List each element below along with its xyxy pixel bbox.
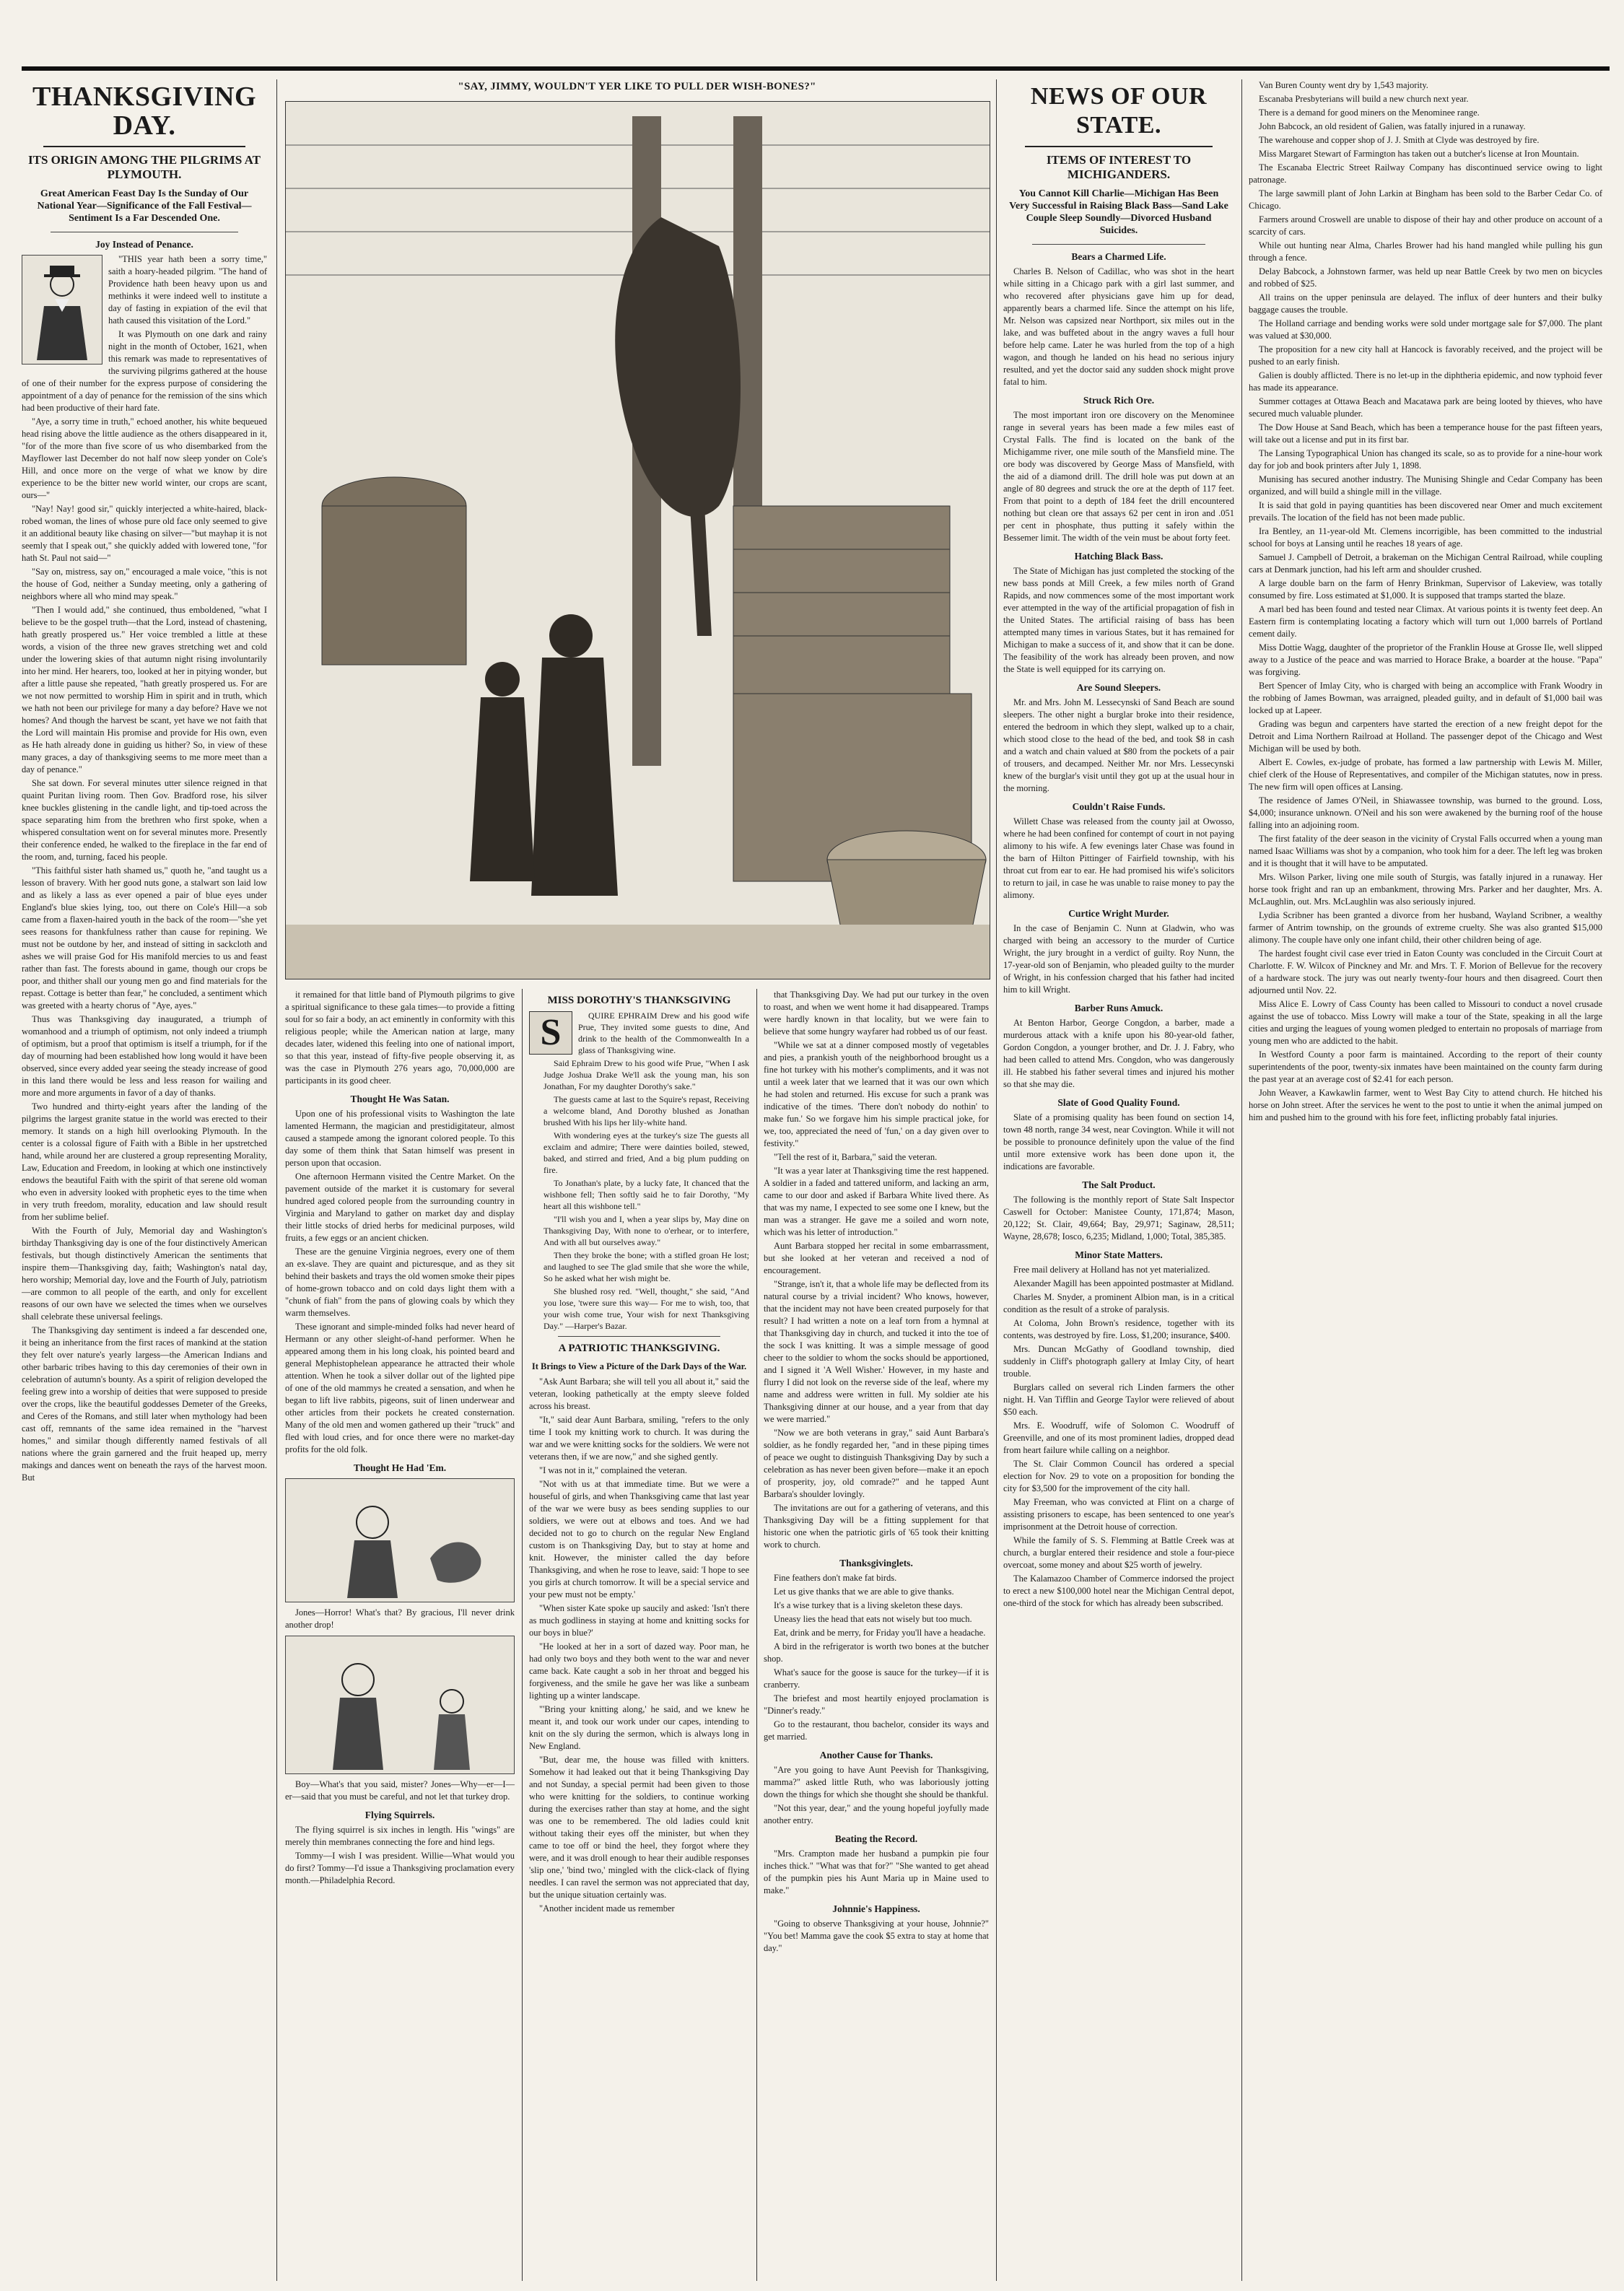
poem-stanza: With wondering eyes at the turkey's size The guests all exclaim and admire; There were dainties boiled, stewed, baked, and stirred and fried, And a big plum pudding on fire. — [543, 1130, 749, 1175]
poem-stanza: Then they broke the bone; with a stifled groan He lost; and laughed to see The glad smile that she wore the while, So he asked what her wish might be. — [543, 1250, 749, 1283]
brief-item: There is a demand for good miners on the Menominee range. — [1259, 108, 1480, 118]
article-paragraph: These ignorant and simple-minded folks had never heard of Hermann or any other sleight-of-hand performer. When he appeared among them in his long cloak, his pointed beard and general Mephistophelean appearance he attracted their whole attention. When he took a silver dollar out of the lighted pipe of one of the old mammys he created a sensation, and when he began to lift live rabbits, pigeons, suit of linen underwear and other articles from their pockets he created consternation. Many of the old men and women gathered up their "truck" and fled with loud cries, and for once there were no market-day profits for the old folk. — [285, 1322, 515, 1454]
article-paragraph: The Thanksgiving day sentiment is indeed a far descended one, it being an inheritance from the first races of mankind at the station they felt over nature's yearly largess—the American Indians and other barbaric tribes having to this day ceremonies of their own in celebration of autumn's bounty. As a spirit of religion developed the feeling grew into a worship of deities that were supposed to preside over the crops, like the beautiful goddesses Demeter of the Greeks, and Ceres of the Romans, and still later when mythology had been cast off, remnants of the same idea remained in the "harvest homes," and similar though differently named festivals of all nations where the grain garnered and the fruit heaped up, merry makings and dances went on beneath the rays of the harvest moon. But — [22, 1325, 267, 1483]
cartoon-caption: Boy—What's that you said, mister? Jones—Why—er—I—er—said that you must be careful, and not let that turkey drop. — [285, 1779, 515, 1802]
article-paragraph: "Aye, a sorry time in truth," echoed another, his white bequeued head rising above the little audience as the others disappeared in it, "for of the more than five score of us who disembarked from the Mayflower last December do not half now sleep yonder on Cole's Hill, and once more on the verge of what we know by dire experience to be the bitter new world winter, our crops are scant, ours—" — [22, 416, 267, 500]
section-heading: Struck Rich Ore. — [1083, 395, 1155, 406]
section-heading: Joy Instead of Penance. — [95, 239, 193, 250]
brief-item: Bert Spencer of Imlay City, who is charged with being an accomplice with Frank Woodry in the robbing of James Bowman, was arraigned, pleaded guilty, and in default of $1,000 bail was locked up at Lapeer. — [1249, 681, 1602, 715]
section-heading: The Salt Product. — [1082, 1179, 1156, 1190]
subheadline: ITEMS OF INTEREST TO MICHIGANDERS. — [1046, 153, 1192, 181]
article-paragraph: "Tell the rest of it, Barbara," said the veteran. — [774, 1152, 938, 1162]
market-scene-drawing — [286, 102, 990, 979]
section-heading: Thought He Had 'Em. — [353, 1462, 447, 1473]
article-paragraph: Upon one of his professional visits to Washington the late lamented Hermann, the magician and prestidigitateur, almost caused a stampede among the ignorant colored people. To this day some of them think that Satan himself was present in person upon that occasion. — [285, 1109, 515, 1168]
brief-item: Mrs. Wilson Parker, living one mile south of Sturgis, was fatally injured in a runaway. Her horse took fright and ran up an embankment, throwing Mrs. Parker and her daughter, Mrs. A. McLaughlin, out. Mrs. McLaughlin was also seriously injured. — [1249, 872, 1602, 907]
article-paragraph: May Freeman, who was convicted at Flint on a charge of assisting prisoners to escape, has been sentenced to one year's imprisonment at the Detroit house of correction. — [1003, 1497, 1234, 1532]
news-of-our-state-column — [1003, 79, 1234, 1611]
article-paragraph: A bird in the refrigerator is worth two bones at the butcher shop. — [764, 1641, 989, 1664]
section-heading: A PATRIOTIC THANKSGIVING. — [558, 1343, 720, 1354]
brief-item: In Westford County a poor farm is maintained. According to the report of their county superintendents of the poor, twenty-six inmates have been maintained on the county farm during the past year at an average cost of $2.41 for each person. — [1249, 1050, 1602, 1084]
brief-item: Escanaba Presbyterians will build a new church next year. — [1259, 94, 1469, 104]
article-paragraph: "While we sat at a dinner composed mostly of vegetables and pies, a prankish youth of the neighborhood brought us a fine hot turkey with his mother's compliments, and it was not until a week later that we learned that it was our own which he had stolen and returned. His excuse for such a prank was indicative of the times. 'There don't nobody do nothin' to make fun.' So we forgave him his simple practical joke, for we, too, appreciated the need of 'fun,' on a day given over to festivity." — [764, 1040, 989, 1148]
article-paragraph: The briefest and most heartily enjoyed proclamation is "Dinner's ready." — [764, 1693, 989, 1716]
article-paragraph: "He looked at her in a sort of dazed way. Poor man, he had only two boys and they both went to the war and never came back. Kate caught a sob in her throat and begged his forgiveness, and the smile he gave her was like a sunbeam lighting up a winter landscape. — [529, 1641, 749, 1701]
brief-item: The proposition for a new city hall at Hancock is favorably received, and the project will be pushed to an early finish. — [1249, 344, 1602, 367]
article-paragraph: "Not this year, dear," and the young hopeful joyfully made another entry. — [764, 1803, 989, 1825]
brief-item: Albert E. Cowles, ex-judge of probate, has formed a law partnership with Lewis M. Miller, chief clerk of the House of Representatives, and compiler of the Michigan statutes, now in press. The new firm will open offices at Lansing. — [1249, 757, 1602, 792]
pilgrim-illustration — [22, 255, 102, 365]
miss-dorothys-thanksgiving-column — [529, 989, 749, 1916]
article-paragraph: Free mail delivery at Holland has not yet materialized. — [1013, 1265, 1210, 1275]
deck: You Cannot Kill Charlie—Michigan Has Been Very Successful in Raising Black Bass—Sand Lake Couple Sleep Soundly—Divorced Husband Suicides. — [1009, 188, 1228, 236]
article-paragraph: What's sauce for the goose is sauce for the turkey—if it is cranberry. — [764, 1667, 989, 1690]
article-paragraph: The State of Michigan has just completed the stocking of the new bass ponds at Mill Creek, a few miles north of Grand Rapids, and now commences some of the most important work ever attempted in the way of the artificial propagation of fish in the United States. The artificial raising of bass has been attempted many times in various States, but it has remained for Michigan to make a success of it, and show that it can be done. The feasibility of the work has already been proven, and now the State is well equipped for its carrying on. — [1003, 566, 1234, 674]
brief-item: Miss Alice E. Lowry of Cass County has been called to Missouri to conduct a novel crusade against the use of tobacco. Miss Lowry will make a tour of the State, speaking in all the large cities and urging the leagues of young women pledged to entertain no proposals of marriage from young men who are addicted to the habit. — [1249, 999, 1602, 1046]
article-paragraph: "This faithful sister hath shamed us," quoth he, "and taught us a lesson of bravery. With her good nuts gone, a stalwart son laid low and as likely a lass as ever opened a pair of blue eyes under England's blue skies lying, too, out there on Cole's Hill—a sob came from a flaxen-haired youth in the back of the room—"she yet sees reasons for thankfulness rather than cause for repining. We must not be outdone by her, and instead of sitting in sackcloth and ashes we will praise God for His manifold mercies to us and feast rather than fast. The forests abound in game, though our crops be poor, and thither shall our young men go and find materials for the repast. Cottage is better than fear," he concluded, a sentiment which was greeted with a hearty chorus of "Aye, ayes." — [22, 865, 267, 1011]
brief-item: The Holland carriage and bending works were sold under mortgage sale for $7,000. The plant was valued at $30,000. — [1249, 318, 1602, 341]
article-paragraph: While the family of S. S. Flemming at Battle Creek was at church, a burglar entered their residence and stole a four-piece overcoat, some money and about $25 worth of jewelry. — [1003, 1535, 1234, 1570]
thanksgiving-day-column — [22, 79, 267, 1485]
brief-item: A marl bed has been found and tested near Climax. At various points it is twenty feet deep. An Eastern firm is contemplating locating a factory which will turn out 1,000 barrels of Portland cement daily. — [1249, 604, 1602, 639]
article-paragraph: With the Fourth of July, Memorial day and Washington's birthday Thanksgiving day is one of the four distinctively American festivals, but though distinctively American the sentiments that inspire them—Thanksgiving day, faith; Washington's natal day, hero worship; Memorial day, love and the Fourth of July, patriotism—are common to all people of the earth, and only for excellent reasons of our own have we selected the times when we ourselves shall celebrate these universal feelings. — [22, 1226, 267, 1322]
deck: It Brings to View a Picture of the Dark Days of the War. — [531, 1361, 747, 1371]
article-paragraph: The St. Clair Common Council has ordered a special election for Nov. 29 to vote on a proposition for bonding the city for $3,500 for the improvement of the city hall. — [1003, 1459, 1234, 1493]
article-paragraph: Thus was Thanksgiving day inaugurated, a triumph of womanhood and a triumph of optimism, not only indeed a triumph of optimism, but a proof that optimism is itself a triumph, for if the day of mourning had been established how long would it have been observed, since every added year seeing the steady increase of good in this land there would be less and less reason for wailing and more and more arguments in favor of a day of thanks. — [22, 1014, 267, 1098]
article-paragraph: Let us give thanks that we are able to give thanks. — [774, 1587, 954, 1597]
brief-item: Van Buren County went dry by 1,543 majority. — [1259, 80, 1428, 90]
column-rule — [1241, 79, 1242, 2281]
article-paragraph: "Ask Aunt Barbara; she will tell you all about it," said the veteran, looking pathetically at the empty sleeve folded across his breast. — [529, 1376, 749, 1411]
brief-item: It is said that gold in paying quantities has been discovered near Omer and much excitement prevails. The location of the field has not been made public. — [1249, 500, 1602, 523]
cartoon-caption: Jones—Horror! What's that? By gracious, I'll never drink another drop! — [285, 1607, 515, 1630]
article-paragraph: "Then I would add," she continued, thus emboldened, "what I believe to be the gospel truth—that the Lord, instead of chastening, hath greatly prospered us." Her voice trembled a little at these words, a vision of the three new graves stretching wet and cold under the lowering skies of that autumn night rising involuntarily into her mind. Her hearers, too, looked at her in pitying wonder, but after a little pause she repeated, "hath greatly prospered us. For are we not now permitted to worship Him in spirit and in truth, which we hath not been our privilege for many a day before? Have we not homes? And though the harvest be scant, yet have we not faith that the Lord will maintain His promise and provide for His own, even as He hath already done in guiding us hither? So, in view of these many graces, a day of thanksgiving seems to me more meet than a day of penance." — [22, 605, 267, 774]
brief-item: John Babcock, an old resident of Galien, was fatally injured in a runaway. — [1259, 121, 1526, 131]
headline: THANKSGIVING DAY. — [32, 82, 257, 141]
article-paragraph: "Going to observe Thanksgiving at your house, Johnnie?" "You bet! Mamma gave the cook $5 extra to stay at home that day." — [764, 1919, 989, 1953]
brief-item: Summer cottages at Ottawa Beach and Macatawa park are being looted by thieves, who have secured much valuable plunder. — [1249, 396, 1602, 419]
article-paragraph: Tommy—I wish I was president. Willie—What would you do first? Tommy—I'd issue a Thanksgiving proclamation every month.—Philadelphia Record. — [285, 1851, 515, 1885]
cartoon-panel-1 — [285, 1478, 515, 1602]
deck: Great American Feast Day Is the Sunday of Our National Year—Significance of the Fall Festival—Sentiment Is a Far Descended One. — [37, 188, 252, 224]
brief-item: Farmers around Croswell are unable to dispose of their hay and other produce on account of a scarcity of cars. — [1249, 214, 1602, 237]
article-paragraph: Burglars called on several rich Linden farmers the other night. H. Van Tifflin and George Taylor were relieved of about $50 each. — [1003, 1382, 1234, 1417]
article-paragraph: Go to the restaurant, thou bachelor, consider its ways and get married. — [764, 1719, 989, 1742]
article-paragraph: Mr. and Mrs. John M. Lessecynski of Sand Beach are sound sleepers. The other night a burglar broke into their residence, entered the bedroom in which they slept, walked up to a chair, which stood close to the head of the bed, and took $8 in cash and a watch and chain valued at $80 from the pockets of a pair of trousers, and decamped. Neither Mr. nor Mrs. Lessecynski knew of the burglar's visit until they got up at the usual hour in the morning. — [1003, 697, 1234, 793]
brief-item: Miss Margaret Stewart of Farmington has taken out a butcher's license at Iron Mountain. — [1259, 149, 1579, 159]
article-paragraph: The following is the monthly report of State Salt Inspector Caswell for October: Manistee County, 171,874; Mason, 20,122; St. Clair, 49,664; Bay, 29,971; Saginaw, 28,511; Wayne, 28,678; Iosco, 6,235; Midland, 1,000; Total, 385,385. — [1003, 1195, 1234, 1241]
thanksgiving-illustration — [285, 101, 990, 979]
article-paragraph: "It was a year later at Thanksgiving time the rest happened. A soldier in a faded and tattered uniform, and lacking an arm, came to our door and asked if Barbara White lived there. As that was my name, I expected to see some one I knew, but the man was a stranger. He gave me a soiled and worn note, which was his letter of introduction." — [764, 1166, 989, 1237]
brief-item: The Lansing Typographical Union has changed its scale, so as to provide for a nine-hour work day for job and book printers after July 1, 1898. — [1249, 448, 1602, 471]
article-paragraph: "But, dear me, the house was filled with knitters. Somehow it had leaked out that it being Thanksgiving Day and not Sunday, a special permit had been given to those who were knitting for the soldiers, to continue working during the exercises rather than stay at home, and the sight was one to be remembered. The old ladies could knit without taking their eyes off the minister, but when they came to toe off or bind the heel, they forgot where they were, and it was droll enough to hear their audible responses 'slip one,' 'bind two,' mingled with the click-clack of flying needles. I can ravel the sermon was not appreciated that day, but the unique situation certainly was. — [529, 1755, 749, 1900]
brief-item: Munising has secured another industry. The Munising Shingle and Cedar Company has been organized, and will build a shingle mill in the village. — [1249, 474, 1602, 497]
section-heading: Barber Runs Amuck. — [1074, 1003, 1164, 1013]
section-heading: Hatching Black Bass. — [1074, 551, 1164, 562]
section-heading: Johnnie's Happiness. — [832, 1903, 920, 1914]
article-paragraph: At Benton Harbor, George Congdon, a barber, made a murderous attack with a knife upon his 80-year-old father, Gordon Congdon, a younger brother, and Dr. J. J. Fabry, who had been called to attend Mrs. Congdon, who was dangerously ill. He stabbed his father several times and injured his mother so that she may die. — [1003, 1018, 1234, 1089]
brief-item: Lydia Scribner has been granted a divorce from her husband, Wayland Scribner, a wealthy farmer of Antrim township, on the grounds of extreme cruelty. She was also granted $15,000 alimony. The couple have only one infant child, their other children being of age. — [1249, 910, 1602, 945]
section-heading: Flying Squirrels. — [364, 1810, 435, 1820]
article-paragraph: Two hundred and thirty-eight years after the landing of the pilgrims the largest granite statue in the world was erected to their memory. It stands on a high hill overlooking Plymouth. In the center is a colossal figure of Faith with a Bible in her upstretched hand, while around her are clustered a group representing Morality, Law, Education and Freedom, in looking at which one instinctively endows the beautiful Faith with the spirit of that serene old woman who even in adversity looked with prophetic eyes to the time when in very truth freedom, morality, education and law should result from her sublime belief. — [22, 1101, 267, 1222]
brief-item: John Weaver, a Kawkawlin farmer, went to West Bay City to attend church. He hitched his horse on John street. After the services he went to the post to untie it when the animal jumped on him and pushed him to the ground with his fore feet, inflicting probably fatal injuries. — [1249, 1088, 1602, 1122]
article-paragraph: In the case of Benjamin C. Nunn at Gladwin, who was charged with being an accessory to the murder of Curtice Wright, the jury brought in a verdict of guilty. Roy Nunn, the 17-year-old son of Benjamin, who pleaded guilty to the murder of Wright, in his confession charged that his father had incited him to kill Wright. — [1003, 923, 1234, 995]
thought-he-was-satan-column — [285, 989, 515, 1888]
article-paragraph: Charles B. Nelson of Cadillac, who was shot in the heart while sitting in a Chicago park with a girl last summer, and who recovered after physicians gave him up for dead, apparently bears a charmed life. Since the attempt on his life, Mr. Nelson was capsized near Northport, six miles out in the lake, and was buffeted about in the angry waves a full hour before help came. Later he was hurled from the top of a high wagon, and though he landed on his head no serious injury resulted, and yet the doctor said any sudden shock might prove fatal to him. — [1003, 266, 1234, 387]
column-rule — [756, 989, 757, 2281]
article-paragraph: "Another incident made us remember — [539, 1903, 675, 1913]
article-paragraph: "It," said dear Aunt Barbara, smiling, "refers to the only time I took my knitting work to church. It was during the war and we were knitting socks for the soldiers. We were not veterans then, if we are now," and she sighed gently. — [529, 1415, 749, 1462]
column-rule — [276, 79, 277, 2281]
illustration-caption: "SAY, JIMMY, WOULDN'T YER LIKE TO PULL DER WISH-BONES?" — [458, 81, 816, 92]
brief-item: The first fatality of the deer season in the vicinity of Crystal Falls occurred when a young man named Isaac Williams was shot by a companion, who took him for a deer. The left leg was broken and it is thought that it will have to be amputated. — [1249, 834, 1602, 868]
section-heading: Are Sound Sleepers. — [1076, 682, 1161, 693]
article-paragraph: Alexander Magill has been appointed postmaster at Midland. — [1013, 1278, 1234, 1288]
poem-stanza: To Jonathan's plate, by a lucky fate, It chanced that the wishbone fell; Then softly said he to fair Dorothy, "My heart all this wishbone tell." — [543, 1178, 749, 1211]
brief-item: The Escanaba Electric Street Railway Company has discontinued service owing to light patronage. — [1249, 162, 1602, 185]
article-paragraph: The invitations are out for a gathering of veterans, and this Thanksgiving Day will be a fitting supplement for that historic one when the patriotic girls of '65 took their knitting work to church. — [764, 1503, 989, 1550]
poem-stanza: She blushed rosy red. "Well, thought," she said, "And you lose, 'twere sure this way— For me to wish, too, that your wish come true, Your wish for next Thanksgiving Day." —Harper's Bazar. — [543, 1286, 749, 1331]
article-paragraph: "Are you going to have Aunt Peevish for Thanksgiving, mamma?" asked little Ruth, who was laboriously jotting down the things for which she thought she should be thankful. — [764, 1765, 989, 1799]
article-paragraph: The most important iron ore discovery on the Menominee range in several years has been made a few miles east of Crystal Falls. The find is located on the bank of the Michigamme river, one mile south of the Mansfield mine. The ore body was discovered by George Mass of Mansfield, with the aid of a diamond drill. The drill hole was put down at an angle of 80 degrees and struck the ore at the depth of 117 feet. From that point to a depth of 184 feet the drill encountered nothing but clean ore that assays 62 per cent in iron and .051 per cent in phosphate, thus putting it safely within the Bessemer limit. The width of the vein must be about forty feet. — [1003, 410, 1234, 543]
article-paragraph: Charles M. Snyder, a prominent Albion man, is in a critical condition as the result of a stroke of paralysis. — [1003, 1292, 1234, 1314]
brief-item: Galien is doubly afflicted. There is no let-up in the diphtheria epidemic, and now typhoid fever has made its appearance. — [1249, 370, 1602, 393]
article-paragraph: It's a wise turkey that is a living skeleton these days. — [774, 1600, 963, 1610]
article-paragraph: "Now we are both veterans in gray," said Aunt Barbara's soldier, as he fondly regarded her, "and in these piping times of peace we ought to distinguish Thanksgiving Day by such a celebration as has never been given before—make it an epoch of prosperity, joy, old comrade?" and he tapped Aunt Barbara's shoulder lovingly. — [764, 1428, 989, 1499]
article-paragraph: Slate of a promising quality has been found on section 14, town 48 north, range 34 west, near Covington. While it will not be possible to pronounce definitely upon the value of the find until more extensive work has been done upon it, the indications are favorable. — [1003, 1112, 1234, 1171]
subheadline: ITS ORIGIN AMONG THE PILGRIMS AT PLYMOUTH. — [28, 153, 261, 181]
patriotic-thanksgiving-continued-column — [764, 989, 989, 1956]
column-rule — [996, 79, 997, 2281]
article-paragraph: that Thanksgiving Day. We had put our turkey in the oven to roast, and when we went home it had disappeared. Tramps were hardly known in that locality, but we were fain to believe that some hungry wayfarer had robbed us of our feast. — [764, 990, 989, 1037]
section-heading: Thought He Was Satan. — [350, 1094, 450, 1104]
brief-item: The hardest fought civil case ever tried in Eaton County was concluded in the Circuit Court at Charlotte. F. W. Wilcox of Pinckney and Mr. and Mrs. T. F. Morion of Bellevue for the recovery of a hardware stock. The jury was out nearly twenty-four hours and then disagreed. Court then adjourned until Nov. 22. — [1249, 948, 1602, 995]
article-paragraph: "Strange, isn't it, that a whole life may be deflected from its natural course by a trivial incident? Who knows, however, that the incident may not have been created purposely for that result? I had written a note on a leaf torn from a hymnal at that Thanksgiving day in church, and tucked it into the toe of the sock I was knitting. It was a simple message of good cheer to the soldier to whom the socks should be apportioned, and I signed it 'A Well Wisher.' However, in my haste and flurry I did not look on the reverse side of the leaf, where my name and address were written in full. My soldier ate his Thanksgiving dinner at our house, and a year from that day we were married." — [764, 1279, 989, 1424]
article-paragraph: "Mrs. Crampton made her husband a pumpkin pie four inches thick." "What was that for?" "She wanted to get ahead of the pumpkin pies his Aunt Maria up in Maine used to make." — [764, 1849, 989, 1895]
brief-item: Delay Babcock, a Johnstown farmer, was held up near Battle Creek by two men on bicycles and robbed of $25. — [1249, 266, 1602, 289]
article-paragraph: "Nay! Nay! good sir," quickly interjected a white-haired, black-robed woman, the lines of whose pure old face only seemed to give it an additional beauty like chasing on silver—"but mayhap it is not seemly that I speak out," she quickly added with lowered tone, "for hath St. Paul not said—" — [22, 504, 267, 563]
article-paragraph: She sat down. For several minutes utter silence reigned in that quaint Puritan living room. Then Gov. Bradford rose, his silver knee buckles glistening in the candle light, and tip-toed across the space separating him from the brethren who first spoke, when a whispered consultation went on for several minutes more. Presently their conference ended, he walked to the fireplace in the far end of the room, and, turning, faced his people. — [22, 778, 267, 862]
article-paragraph: The flying squirrel is six inches in length. His "wings" are merely thin membranes connecting the fore and hind legs. — [285, 1825, 515, 1847]
poem-stanza: QUIRE EPHRAIM Drew and his good wife Prue, They invited some guests to dine, And drink to the health of the Commonwealth In a glass of Thanksgiving wine. — [578, 1011, 749, 1055]
poem-stanza: The guests came at last to the Squire's repast, Receiving a welcome bland, And Dorothy blushed as Jonathan brushed With his lips her lily-white hand. — [543, 1094, 749, 1127]
brief-item: Samuel J. Campbell of Detroit, a brakeman on the Michigan Central Railroad, while coupling cars at Denmark junction, had his left arm and shoulder crushed. — [1249, 552, 1602, 575]
article-paragraph: "When sister Kate spoke up saucily and asked: 'Isn't there as much godliness in staying at home and knitting socks for our boys in blue?' — [529, 1603, 749, 1638]
article-paragraph: At Coloma, John Brown's residence, together with its contents, was destroyed by fire. Loss, $1,200; insurance, $400. — [1003, 1318, 1234, 1340]
article-paragraph: Fine feathers don't make fat birds. — [774, 1573, 897, 1583]
article-paragraph: it remained for that little band of Plymouth pilgrims to give a spiritual significance to these gala times—to provide a fitting soul for so fair a body, an act eminently in conformity with this religious people; while the American nation at large, many decades later, widened this feeling into one of national import, so that this year, instead of fifty-five people observing it, as was the case in Plymouth 276 years ago, 70,000,000 are participants in its good cheer. — [285, 990, 515, 1086]
section-heading: Bears a Charmed Life. — [1071, 251, 1166, 262]
article-paragraph: "'Bring your knitting along,' he said, and we knew he meant it, and took our work under our capes, intending to knit on the sly during the sermon, which is always long in New England. — [529, 1704, 749, 1751]
article-paragraph: "Say on, mistress, say on," encouraged a male voice, "this is not the house of God, neither a Sunday meeting, only a gathering of neighbors where all who mind may speak." — [22, 567, 267, 601]
article-paragraph: "THIS year hath been a sorry time," saith a hoary-headed pilgrim. "The hand of Providence hath been heavy upon us and methinks it were indeed well to institute a day of fasting in expiation of the evil that hath caused this visitation of the Lord." — [108, 254, 267, 326]
article-paragraph: Eat, drink and be merry, for Friday you'll have a headache. — [774, 1628, 986, 1638]
article-paragraph: Mrs. E. Woodruff, wife of Solomon C. Woodruff of Greenville, and one of its most prominent ladies, dropped dead from heart failure while calling on a neighbor. — [1003, 1421, 1234, 1455]
brief-item: While out hunting near Alma, Charles Brower had his hand mangled while pulling his gun through a fence. — [1249, 240, 1602, 263]
article-paragraph: Uneasy lies the head that eats not wisely but too much. — [774, 1614, 972, 1624]
brief-item: Miss Dottie Wagg, daughter of the proprietor of the Franklin House at Grosse Ile, well slipped away to a Justice of the peace and was married to Horace Brake, a boarder at the house. "Papa" was forgiving. — [1249, 642, 1602, 677]
article-paragraph: Aunt Barbara stopped her recital in some embarrassment, but she looked at her veteran and received a nod of encouragement. — [764, 1241, 989, 1275]
brief-item: A large double barn on the farm of Henry Brinkman, Supervisor of Lakeview, was totally consumed by fire. Loss estimated at $1,000. It is supposed that tramps started the blaze. — [1249, 578, 1602, 601]
brief-item: The residence of James O'Neil, in Shiawassee township, was burned to the ground. Loss, $4,000; insurance unknown. O'Neil and his son were awakened by the burning roof of the house falling into an adjoining room. — [1249, 795, 1602, 830]
article-paragraph: One afternoon Hermann visited the Centre Market. On the pavement outside of the market it is customary for several hundred aged colored people from the surrounding country in Virginia and Maryland to gather on market day and display their little stocks of dried herbs for medicinal purposes, wild fruits, a few eggs or an ancient chicken. — [285, 1171, 515, 1243]
brief-item: The large sawmill plant of John Larkin at Bingham has been sold to the Barber Cedar Co. of Chicago. — [1249, 188, 1602, 211]
headline: NEWS OF OUR STATE. — [1030, 83, 1208, 139]
section-heading: Slate of Good Quality Found. — [1057, 1097, 1180, 1108]
article-paragraph: Mrs. Duncan McGathy of Goodland township, died suddenly in Cliff's photograph gallery at Imlay City, of heart trouble. — [1003, 1344, 1234, 1379]
article-paragraph: "Not with us at that immediate time. But we were a houseful of girls, and when Thanksgiving came that last year of the war we were busy as bees sending supplies to our soldiers, we were out at elbows and toes. And we had decided not to go to church on the regular New England custom is on Thanksgiving Day, but to stay at home and knit. However, the minister called the day before Thanksgiving, and when he rose to leave, said: 'I hope to see you girls at church tomorrow. It will be a special service and your pew must not be empty.' — [529, 1479, 749, 1600]
article-paragraph: Willett Chase was released from the county jail at Owosso, where he had been confined for contempt of court in not paying alimony to his wife. A few evenings later Chase was found in the barn of Hilton Pittinger of Fairfield township, with his throat cut from ear to ear. He had promised his wife's solicitors to return to jail, in case he was unable to raise money to pay the alimony. — [1003, 816, 1234, 900]
masthead-rule — [22, 66, 1610, 71]
cartoon-panel-2 — [285, 1636, 515, 1774]
section-heading: Couldn't Raise Funds. — [1072, 801, 1166, 812]
poem-stanza: "I'll wish you and I, when a year slips by, May dine on Thanksgiving Day, With none to o'erhear, or to interfere, And with all but ourselves away." — [543, 1214, 749, 1247]
article-paragraph: The Kalamazoo Chamber of Commerce indorsed the project to erect a new $100,000 hotel near the Michigan Central depot, one-third of the stock for which has already been subscribed. — [1003, 1574, 1234, 1608]
section-heading: Minor State Matters. — [1075, 1249, 1163, 1260]
section-heading: Beating the Record. — [834, 1833, 918, 1844]
article-paragraph: These are the genuine Virginia negroes, every one of them an ex-slave. They are quaint and picturesque, and as they sit behind their baskets and trays the old women smoke their pipes of home-grown tobacco and on cold days light them with a "chunk of fiah" from the pans of glowing coals by which they warm themselves. — [285, 1247, 515, 1318]
poem-title: MISS DOROTHY'S THANKSGIVING — [547, 995, 731, 1006]
brief-item: All trains on the upper peninsula are delayed. The influx of deer hunters and their bulky baggage causes the trouble. — [1249, 292, 1602, 315]
section-heading: Curtice Wright Murder. — [1068, 908, 1169, 919]
section-heading: Another Cause for Thanks. — [819, 1750, 933, 1760]
state-briefs-column — [1249, 79, 1602, 1125]
article-paragraph: "I was not in it," complained the veteran. — [539, 1465, 687, 1475]
brief-item: Ira Bentley, an 11-year-old Mt. Clemens incorrigible, has been committed to the industrial school for boys at Lansing until he reaches 18 years of age. — [1249, 526, 1602, 549]
section-heading: Thanksgivinglets. — [839, 1558, 913, 1568]
article-paragraph: It was Plymouth on one dark and rainy night in the month of October, 1621, when this remark was made to representatives of the surviving pilgrims gathered at the house of one of their number for the express purpose of considering the appointment of a day of penance for the remission of the sins which had been productive of their hard fate. — [22, 329, 267, 413]
brief-item: Grading was begun and carpenters have started the erection of a new freight depot for the Detroit and Lima Northern Railroad at Holland. The passenger depot of the Chicago and West Michigan will be used by both. — [1249, 719, 1602, 754]
poem-stanza: Said Ephraim Drew to his good wife Prue, "When I ask Judge Joshua Drake We'll ask the young man, his son Jonathan, For my daughter Dorothy's sake." — [543, 1058, 749, 1091]
column-rule — [522, 989, 523, 2281]
dropcap: S — [529, 1011, 572, 1055]
brief-item: The Dow House at Sand Beach, which has been a temperance house for the past fifteen years, will take out a license and put in its first bar. — [1249, 422, 1602, 445]
brief-item: The warehouse and copper shop of J. J. Smith at Clyde was destroyed by fire. — [1259, 135, 1540, 145]
